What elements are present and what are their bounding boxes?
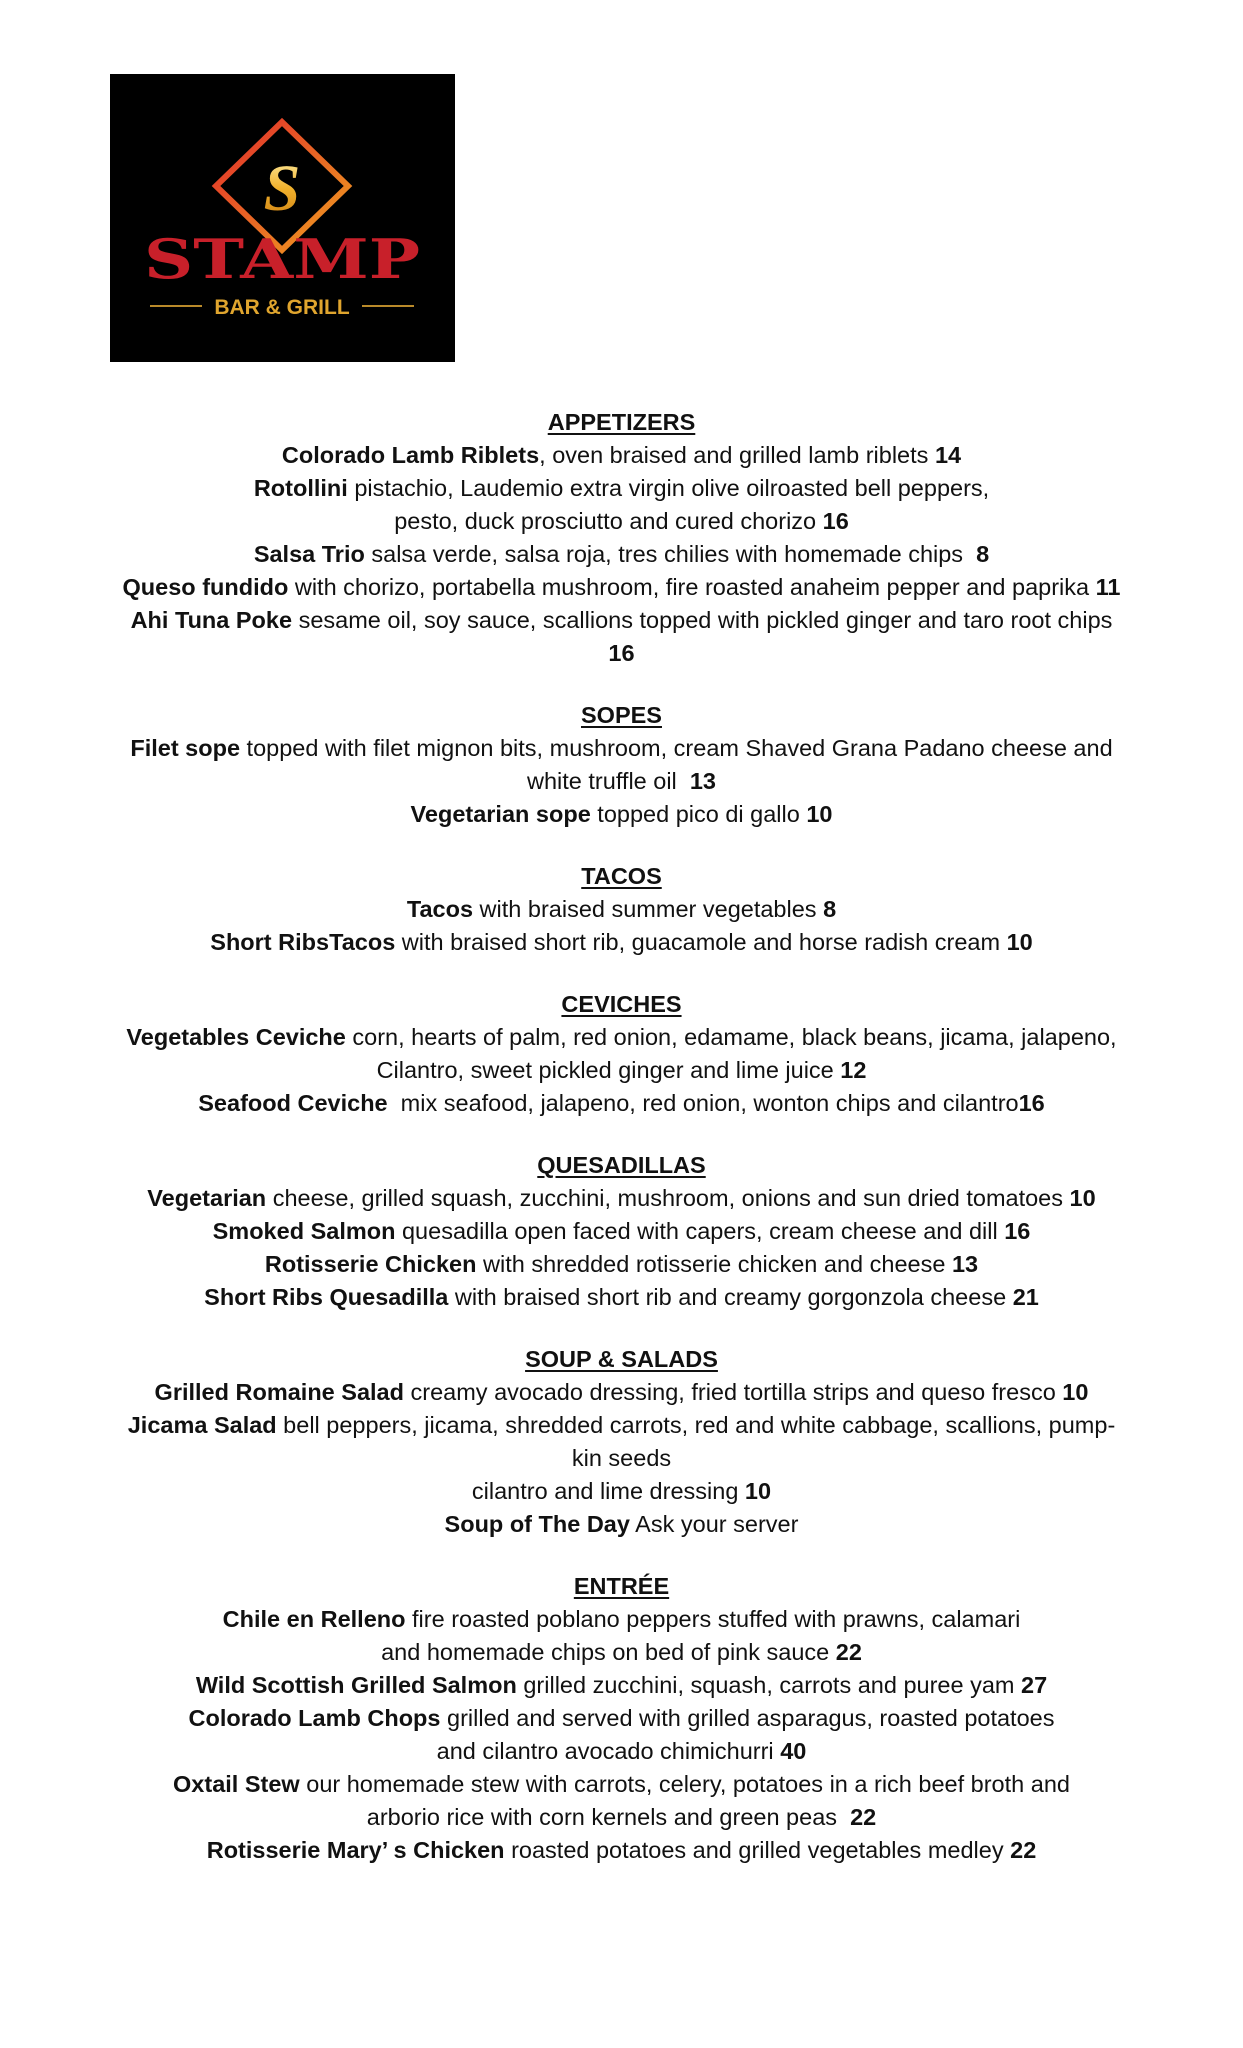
section-title: SOUP & SALADS bbox=[525, 1346, 718, 1372]
item-price: 16 bbox=[1018, 1090, 1045, 1116]
item-description: Cilantro, sweet pickled ginger and lime juice bbox=[376, 1057, 841, 1083]
item-price: 8 bbox=[823, 896, 837, 922]
menu-line bbox=[0, 1801, 1243, 1834]
menu-line bbox=[0, 637, 1243, 670]
menu-line bbox=[0, 1834, 1243, 1867]
menu-line bbox=[0, 893, 1243, 926]
section-title: SOPES bbox=[581, 702, 662, 728]
menu-line bbox=[0, 1475, 1243, 1508]
item-price: 22 bbox=[835, 1639, 862, 1665]
menu-line bbox=[0, 1409, 1243, 1442]
item-name: Tacos bbox=[406, 896, 474, 922]
item-price: 16 bbox=[1004, 1218, 1031, 1244]
item-description: mix seafood, jalapeno, red onion, wonton chips and cilantro bbox=[387, 1090, 1019, 1116]
menu-line bbox=[0, 1182, 1243, 1215]
item-name: Filet sope bbox=[130, 735, 241, 761]
logo-name: STAMP bbox=[144, 227, 420, 291]
menu-line bbox=[0, 1021, 1243, 1054]
item-description: sesame oil, soy sauce, scallions topped with pickled ginger and taro root chips bbox=[292, 607, 1113, 633]
item-description: , oven braised and grilled lamb riblets bbox=[539, 442, 935, 468]
item-description: corn, hearts of palm, red onion, edamame, black beans, jicama, jalapeno, bbox=[345, 1024, 1117, 1050]
section-title: TACOS bbox=[581, 863, 662, 889]
menu-line bbox=[0, 1248, 1243, 1281]
item-price: 22 bbox=[1010, 1837, 1037, 1863]
item-description: with braised short rib, guacamole and horse radish cream bbox=[395, 929, 1007, 955]
item-description: our homemade stew with carrots, celery, potatoes in a rich beef broth and bbox=[299, 1771, 1070, 1797]
section-title: ENTRÉE bbox=[573, 1573, 670, 1599]
menu-line bbox=[0, 1768, 1243, 1801]
item-name: Colorado Lamb Riblets bbox=[281, 442, 540, 468]
restaurant-logo bbox=[110, 74, 455, 362]
menu-line bbox=[0, 926, 1243, 959]
item-price: 10 bbox=[1062, 1379, 1089, 1405]
item-price: 11 bbox=[1095, 574, 1121, 600]
item-name: Queso fundido bbox=[122, 574, 289, 600]
menu-line bbox=[0, 1281, 1243, 1314]
item-description: topped with filet mignon bits, mushroom, cream Shaved Grana Padano cheese and bbox=[240, 735, 1113, 761]
item-name: Soup of The Day bbox=[444, 1511, 630, 1537]
item-description: topped pico di gallo bbox=[590, 801, 807, 827]
item-description: with shredded rotisserie chicken and cheese bbox=[476, 1251, 952, 1277]
item-description: pistachio, Laudemio extra virgin olive oilroasted bell peppers, bbox=[347, 475, 990, 501]
item-name: Short RibsTacos bbox=[210, 929, 396, 955]
item-description: quesadilla open faced with capers, cream cheese and dill bbox=[395, 1218, 1005, 1244]
menu-section bbox=[0, 1343, 1243, 1541]
menu-line bbox=[0, 1735, 1243, 1768]
item-name: Chile en Relleno bbox=[222, 1606, 406, 1632]
menu-line bbox=[0, 472, 1243, 505]
item-name: Seafood Ceviche bbox=[198, 1090, 388, 1116]
item-description: grilled zucchini, squash, carrots and puree yam bbox=[516, 1672, 1022, 1698]
item-description: bell peppers, jicama, shredded carrots, red and white cabbage, scallions, pump- bbox=[276, 1412, 1116, 1438]
menu-line bbox=[0, 1636, 1243, 1669]
item-price: 10 bbox=[1069, 1185, 1096, 1211]
item-name: Vegetarian sope bbox=[410, 801, 591, 827]
menu-section bbox=[0, 860, 1243, 959]
item-price: 21 bbox=[1012, 1284, 1039, 1310]
item-description: Ask your server bbox=[629, 1511, 799, 1537]
item-name: Vegetables Ceviche bbox=[126, 1024, 346, 1050]
item-name: Vegetarian bbox=[147, 1185, 267, 1211]
menu-line bbox=[0, 505, 1243, 538]
item-price: 10 bbox=[1006, 929, 1033, 955]
item-description: with braised summer vegetables bbox=[473, 896, 824, 922]
item-price: 10 bbox=[806, 801, 833, 827]
item-description: kin seeds bbox=[571, 1445, 672, 1471]
menu-line bbox=[0, 1603, 1243, 1636]
menu-section bbox=[0, 1149, 1243, 1314]
item-name: Short Ribs Quesadilla bbox=[204, 1284, 449, 1310]
item-price: 10 bbox=[744, 1478, 772, 1504]
menu-line bbox=[0, 1702, 1243, 1735]
menu-line bbox=[0, 1054, 1243, 1087]
item-description: creamy avocado dressing, fried tortilla strips and queso fresco bbox=[403, 1379, 1063, 1405]
item-description: white truffle oil bbox=[527, 768, 690, 794]
item-name: Oxtail Stew bbox=[173, 1771, 300, 1797]
menu bbox=[0, 406, 1243, 1896]
section-title: QUESADILLAS bbox=[537, 1152, 706, 1178]
item-description: roasted potatoes and grilled vegetables medley bbox=[504, 1837, 1011, 1863]
item-price: 16 bbox=[608, 640, 635, 666]
menu-line bbox=[0, 732, 1243, 765]
logo-tagline: BAR & GRILL bbox=[214, 296, 350, 319]
item-price: 16 bbox=[822, 508, 849, 534]
item-description: fire roasted poblano peppers stuffed with prawns, calamari bbox=[405, 1606, 1021, 1632]
item-price: 14 bbox=[934, 442, 962, 468]
item-price: 13 bbox=[689, 768, 716, 794]
section-title: APPETIZERS bbox=[547, 409, 696, 435]
item-description: and cilantro avocado chimichurri bbox=[436, 1738, 781, 1764]
item-name: Grilled Romaine Salad bbox=[154, 1379, 404, 1405]
menu-line bbox=[0, 1376, 1243, 1409]
menu-line bbox=[0, 1669, 1243, 1702]
menu-section bbox=[0, 1570, 1243, 1867]
item-price: 12 bbox=[840, 1057, 867, 1083]
menu-section bbox=[0, 988, 1243, 1120]
item-description: cheese, grilled squash, zucchini, mushroom, onions and sun dried tomatoes bbox=[266, 1185, 1070, 1211]
section-title: CEVICHES bbox=[561, 991, 682, 1017]
menu-line bbox=[0, 571, 1243, 604]
item-name: Salsa Trio bbox=[253, 541, 365, 567]
item-price: 22 bbox=[850, 1804, 877, 1830]
menu-line bbox=[0, 1508, 1243, 1541]
menu-line bbox=[0, 798, 1243, 831]
item-price: 13 bbox=[951, 1251, 979, 1277]
menu-line bbox=[0, 765, 1243, 798]
item-description: salsa verde, salsa roja, tres chilies with homemade chips bbox=[364, 541, 977, 567]
item-description: with chorizo, portabella mushroom, fire roasted anaheim pepper and paprika bbox=[288, 574, 1096, 600]
item-name: Rotisserie Mary’ s Chicken bbox=[206, 1837, 505, 1863]
item-description: cilantro and lime dressing bbox=[471, 1478, 745, 1504]
item-price: 27 bbox=[1021, 1672, 1048, 1698]
item-price: 40 bbox=[780, 1738, 807, 1764]
logo-monogram: S bbox=[263, 152, 301, 225]
item-description: grilled and served with grilled asparagus, roasted potatoes bbox=[440, 1705, 1055, 1731]
menu-line bbox=[0, 1087, 1243, 1120]
item-name: Jicama Salad bbox=[127, 1412, 277, 1438]
item-description: and homemade chips on bed of pink sauce bbox=[381, 1639, 836, 1665]
item-name: Ahi Tuna Poke bbox=[130, 607, 293, 633]
item-description: arborio rice with corn kernels and green peas bbox=[366, 1804, 851, 1830]
item-price: 8 bbox=[976, 541, 990, 567]
item-description: with braised short rib and creamy gorgonzola cheese bbox=[448, 1284, 1013, 1310]
menu-section bbox=[0, 699, 1243, 831]
menu-line bbox=[0, 439, 1243, 472]
menu-line bbox=[0, 1215, 1243, 1248]
menu-line bbox=[0, 604, 1243, 637]
item-name: Colorado Lamb Chops bbox=[188, 1705, 441, 1731]
menu-line bbox=[0, 1442, 1243, 1475]
item-name: Wild Scottish Grilled Salmon bbox=[195, 1672, 517, 1698]
menu-section bbox=[0, 406, 1243, 670]
item-description: pesto, duck prosciutto and cured chorizo bbox=[394, 508, 823, 534]
item-name: Rotollini bbox=[253, 475, 348, 501]
item-name: Rotisserie Chicken bbox=[264, 1251, 477, 1277]
item-name: Smoked Salmon bbox=[212, 1218, 396, 1244]
menu-line bbox=[0, 538, 1243, 571]
